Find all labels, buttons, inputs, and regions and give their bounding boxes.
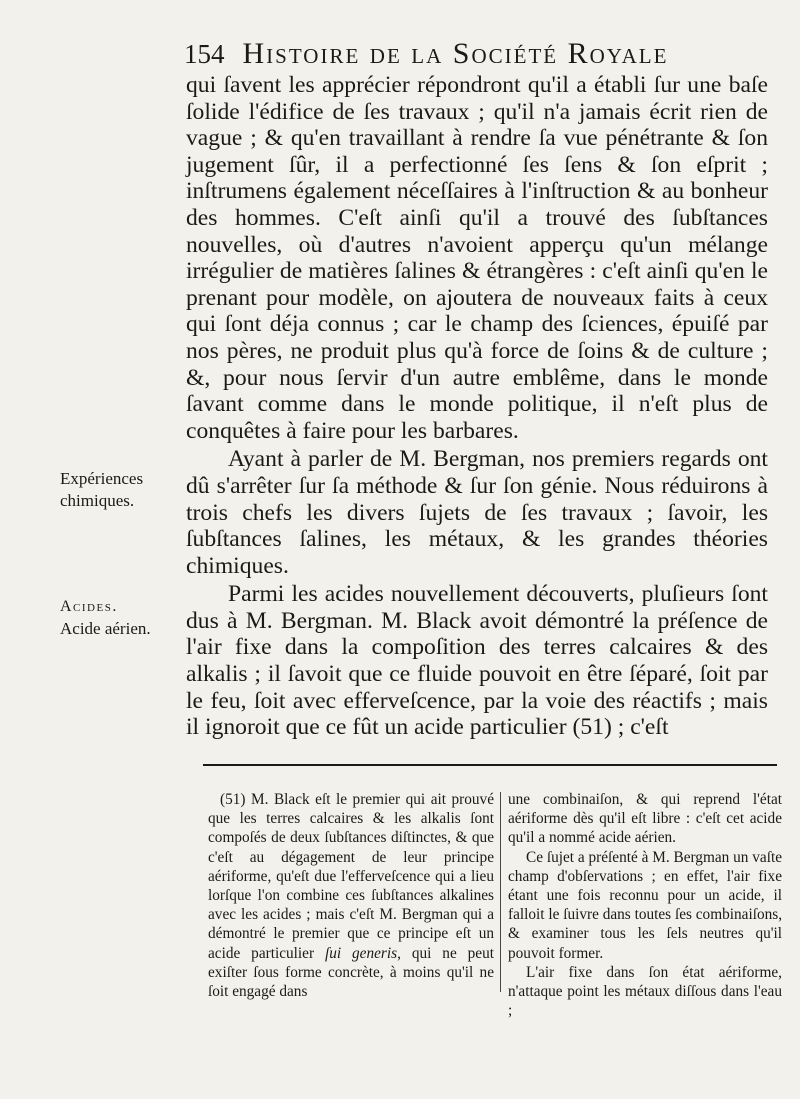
footnote-right-p2: Ce ſujet a préſenté à M. Bergman un vaſte champ d'obſervations ; en effet, l'air fixe étant une fois reconnu pour un acide, il falloit le ſuivre dans toutes ſes combinaiſons, & examiner tous les ſels neutres qu'il pouvoit former.	[508, 848, 783, 962]
margin-note-sub: Acide aérien.	[60, 619, 151, 638]
footnote-left-column	[208, 790, 494, 1001]
footnote-right-p3: L'air fixe dans ſon état aériforme, n'attaque point les métaux diſſous dans l'eau ;	[508, 963, 782, 1020]
page-header	[184, 34, 784, 74]
footnote-body: (51) M. Black eſt le premier qui ait prouvé que les terres calcaires & les alkalis ſont compoſés de deux ſubſtances diſtinctes, & que c'eſt au dégagement de leur principe aériforme, qu'eſt due l'efferveſcence qui a lieu lorſque l'on combine ces ſubſtances alkalines avec les acides ; mais c'eſt M. Bergman qui a démontré le premier que ce principe eſt un acide particulier	[208, 791, 494, 962]
paragraph-1: qui ſavent les apprécier répondront qu'il a établi ſur une baſe ſolide l'édifice de ſes travaux ; qu'il n'a jamais écrit rien de vague ; & qu'en travaillant à rendre ſa vue pénétrante & ſon jugement ſûr, il a perfectionné ſes ſens & ſon eſprit ; inſtrumens également néceſſaires à l'inſtruction & au bonheur des hommes. C'eſt ainſi qu'il a trouvé des ſubſtances nouvelles, où d'autres n'avoient apperçu qu'un mélange irrégulier de matières ſalines & étrangères : c'eſt ainſi qu'en le prenant pour modèle, on ajoutera de nouveaux faits à ceux qui ſont déja connus ; car le champ des ſciences, épuiſé par nos pères, ne produit plus qu'à force de ſoins & de culture ; &, pour nous ſervir d'un autre emblême, dans le monde ſavant comme dans le monde politique, il n'eſt plus de conquêtes à faire pour les barbares.	[186, 72, 768, 444]
column-divider	[500, 792, 501, 992]
paragraph-3: Parmi les acides nouvellement découverts, pluſieurs ſont dus à M. Bergman. M. Black avoit démontré la préſence de l'air fixe dans la compoſition des terres calcaires & des alkalis ; il ſavoit que ce fluide pouvoit en être ſéparé, ſoit par le feu, ſoit avec efferveſcence, par la voie des réactifs ; mais il ignoroit que ce fût un acide particulier (51) ; c'eſt	[186, 581, 768, 741]
footnote-italic: ſui generis	[324, 944, 398, 962]
footnote-end: , qui ne peut exiſter ſous forme concrète, à moins qu'il ne ſoit engagé dans	[208, 944, 494, 1001]
margin-note-acides	[60, 596, 182, 640]
footnote-right-column	[508, 790, 782, 1020]
footnote-rule	[203, 764, 777, 766]
running-title: Histoire de la Société Royale	[242, 37, 669, 70]
paragraph-2: Ayant à parler de M. Bergman, nos premiers regards ont dû s'arrêter ſur ſa méthode & ſur ſon génie. Nous réduirons à trois chefs les divers ſujets de ſes travaux ; ſavoir, les ſubſtances ſalines, les métaux, & les grandes théories chimiques.	[186, 446, 768, 579]
footnote-right-p1: une combinaiſon, & qui reprend l'état aériforme dès qu'il eſt libre : c'eſt cet acide qu'il a nommé acide aérien.	[508, 791, 782, 847]
footnote-text	[208, 790, 494, 1001]
margin-note-experiences: Expériences chimiques.	[60, 469, 144, 510]
page-number: 154	[184, 39, 225, 69]
margin-note-heading: Acides.	[60, 598, 118, 615]
main-text	[186, 72, 768, 741]
